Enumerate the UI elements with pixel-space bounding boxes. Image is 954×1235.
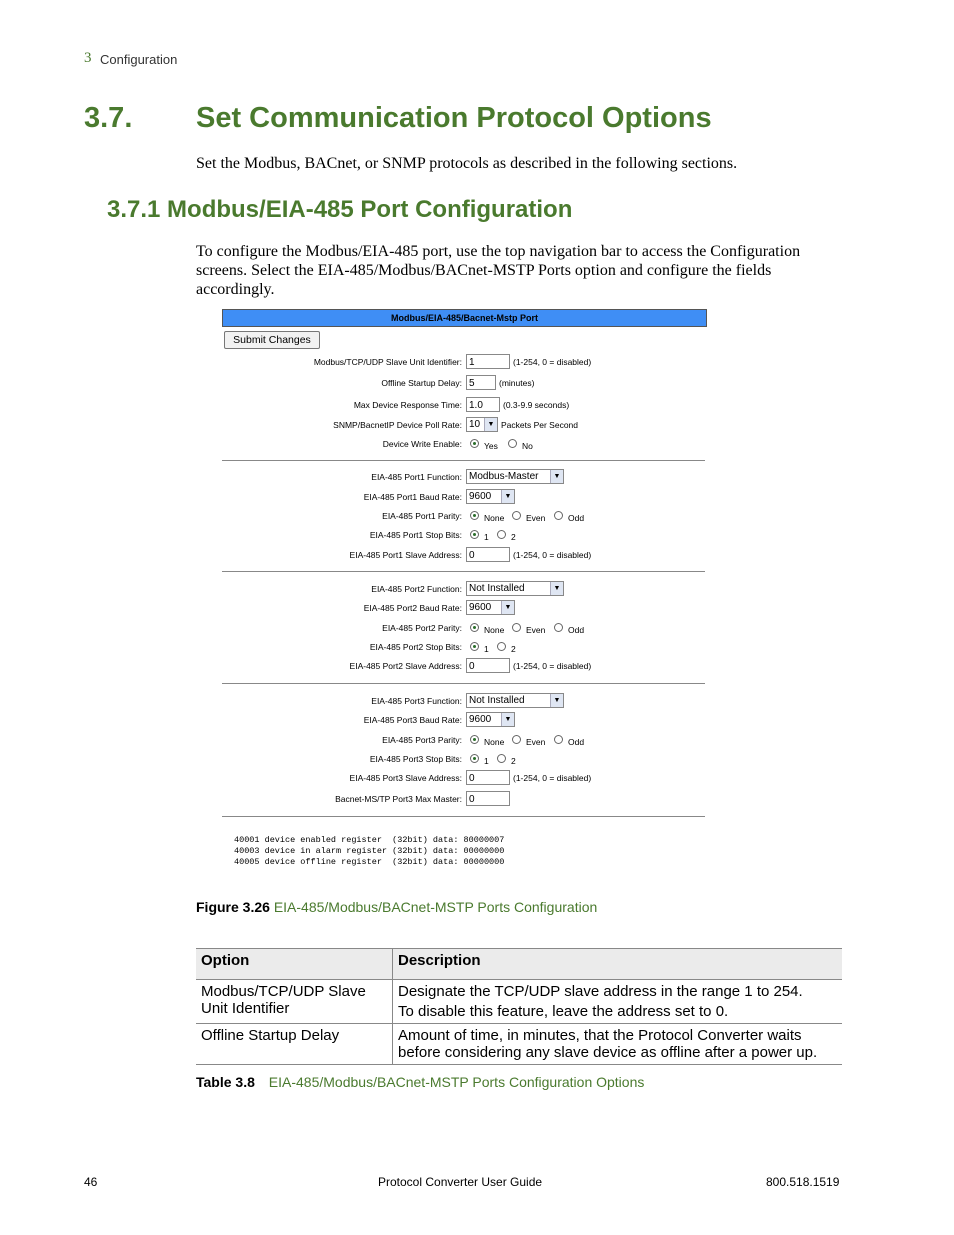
port3-parity-none-radio[interactable] <box>470 735 479 744</box>
stop-2-label: 2 <box>511 756 516 766</box>
port3-baud-label: EIA-485 Port3 Baud Rate: <box>363 715 462 725</box>
footer-phone: 800.518.1519 <box>766 1175 840 1189</box>
table-caption <box>196 1074 644 1090</box>
write-enable-yes-radio[interactable] <box>470 439 479 448</box>
write-enable-no-radio[interactable] <box>508 439 517 448</box>
port3-function-value: Not Installed <box>469 695 525 706</box>
parity-odd-label: Odd <box>568 625 585 635</box>
stop-2-label: 2 <box>511 644 516 654</box>
port2-baud-label: EIA-485 Port2 Baud Rate: <box>363 603 462 613</box>
port2-parity-even-radio[interactable] <box>512 623 521 632</box>
figure-caption-text: EIA-485/Modbus/BACnet-MSTP Ports Configuration <box>273 899 598 915</box>
register-line: 40005 device offline register (32bit) data: 00000000 <box>234 857 505 867</box>
port2-stop-label: EIA-485 Port2 Stop Bits: <box>369 642 462 652</box>
poll-rate-select[interactable] <box>466 417 498 432</box>
description-cell <box>393 980 843 1024</box>
parity-none-label: None <box>484 737 505 747</box>
port3-addr-input[interactable]: 0 <box>466 770 510 785</box>
port1-addr-label: EIA-485 Port1 Slave Address: <box>349 550 462 560</box>
stop-1-label: 1 <box>484 532 489 542</box>
chevron-down-icon: ▼ <box>501 601 514 614</box>
port3-stop-label: EIA-485 Port3 Stop Bits: <box>369 754 462 764</box>
port1-parity-label: EIA-485 Port1 Parity: <box>382 511 462 521</box>
subsection-title: 3.7.1 Modbus/EIA-485 Port Configuration <box>107 196 573 223</box>
parity-none-label: None <box>484 625 505 635</box>
chevron-down-icon: ▼ <box>484 418 497 431</box>
port3-maxmaster-label: Bacnet-MS/TP Port3 Max Master: <box>335 794 462 804</box>
parity-even-label: Even <box>526 737 546 747</box>
section-title: Set Communication Protocol Options <box>196 102 712 134</box>
write-enable-no-label: No <box>522 441 533 451</box>
port1-baud-value: 9600 <box>469 491 492 502</box>
port3-maxmaster-input[interactable]: 0 <box>466 791 510 806</box>
divider <box>222 683 705 684</box>
table-caption-text: EIA-485/Modbus/BACnet-MSTP Ports Configuration Options <box>268 1074 645 1090</box>
port3-stop-2-radio[interactable] <box>497 754 506 763</box>
config-titlebar: Modbus/EIA-485/Bacnet-Mstp Port <box>222 309 707 327</box>
port1-addr-hint: (1-254, 0 = disabled) <box>513 550 592 560</box>
port2-addr-input[interactable]: 0 <box>466 658 510 673</box>
port2-function-label: EIA-485 Port2 Function: <box>371 584 462 594</box>
port3-parity-label: EIA-485 Port3 Parity: <box>382 735 462 745</box>
config-screenshot <box>222 309 707 879</box>
description-line: To disable this feature, leave the address set to 0. <box>398 1003 729 1020</box>
port3-addr-hint: (1-254, 0 = disabled) <box>513 773 592 783</box>
chevron-down-icon: ▼ <box>550 470 563 483</box>
chapter-title: Configuration <box>100 52 178 67</box>
description-cell: Amount of time, in minutes, that the Protocol Converter waits before considering any slave device as offline after a power up. <box>393 1024 843 1065</box>
port1-addr-input[interactable]: 0 <box>466 547 510 562</box>
port1-stop-1-radio[interactable] <box>470 530 479 539</box>
figure-caption <box>196 899 597 915</box>
port3-parity-even-radio[interactable] <box>512 735 521 744</box>
divider <box>222 571 705 572</box>
submit-changes-button[interactable]: Submit Changes <box>224 331 320 349</box>
stop-1-label: 1 <box>484 644 489 654</box>
port3-function-label: EIA-485 Port3 Function: <box>371 696 462 706</box>
description-line: Designate the TCP/UDP slave address in the range 1 to 254. <box>398 983 803 1000</box>
port1-baud-select[interactable] <box>466 489 515 504</box>
table-header-row <box>196 949 842 980</box>
option-cell: Offline Startup Delay <box>196 1024 393 1065</box>
port2-addr-hint: (1-254, 0 = disabled) <box>513 661 592 671</box>
port1-baud-label: EIA-485 Port1 Baud Rate: <box>363 492 462 502</box>
chevron-down-icon: ▼ <box>550 582 563 595</box>
port1-parity-odd-radio[interactable] <box>554 511 563 520</box>
port1-stop-label: EIA-485 Port1 Stop Bits: <box>369 530 462 540</box>
port3-function-select[interactable] <box>466 693 564 708</box>
chevron-down-icon: ▼ <box>501 490 514 503</box>
table-row <box>196 980 842 1024</box>
max-response-label: Max Device Response Time: <box>353 400 462 410</box>
footer-title: Protocol Converter User Guide <box>378 1175 543 1189</box>
poll-rate-label: SNMP/BacnetIP Device Poll Rate: <box>333 420 462 430</box>
slave-id-input[interactable]: 1 <box>466 354 510 369</box>
port1-parity-even-radio[interactable] <box>512 511 521 520</box>
max-response-input[interactable]: 1.0 <box>466 397 500 412</box>
chevron-down-icon: ▼ <box>501 713 514 726</box>
divider <box>222 816 705 817</box>
startup-delay-input[interactable]: 5 <box>466 375 496 390</box>
port3-baud-value: 9600 <box>469 714 492 725</box>
parity-none-label: None <box>484 513 505 523</box>
stop-2-label: 2 <box>511 532 516 542</box>
port2-parity-none-radio[interactable] <box>470 623 479 632</box>
stop-1-label: 1 <box>484 756 489 766</box>
section-number: 3.7. <box>84 102 133 134</box>
register-line: 40001 device enabled register (32bit) data: 80000007 <box>234 835 505 845</box>
port2-stop-2-radio[interactable] <box>497 642 506 651</box>
table-row <box>196 1024 842 1065</box>
poll-rate-hint: Packets Per Second <box>501 420 579 430</box>
port1-stop-2-radio[interactable] <box>497 530 506 539</box>
port2-baud-value: 9600 <box>469 602 492 613</box>
port2-function-value: Not Installed <box>469 583 525 594</box>
slave-id-hint: (1-254, 0 = disabled) <box>513 357 592 367</box>
table-header: Option <box>196 949 393 980</box>
parity-odd-label: Odd <box>568 737 585 747</box>
subsection-paragraph: To configure the Modbus/EIA-485 port, use the top navigation bar to access the Configuration screens. Select the EIA-485/Modbus/BACnet-MSTP Ports option and configure the fields accordingly. <box>196 243 801 298</box>
poll-rate-value: 10 <box>469 419 481 430</box>
startup-delay-hint: (minutes) <box>499 378 535 388</box>
max-response-hint: (0.3-9.9 seconds) <box>503 400 570 410</box>
write-enable-yes-label: Yes <box>484 441 498 451</box>
options-table <box>196 948 842 1065</box>
port2-function-select[interactable] <box>466 581 564 596</box>
port3-baud-select[interactable] <box>466 712 515 727</box>
port2-parity-label: EIA-485 Port2 Parity: <box>382 623 462 633</box>
chapter-number: 3 <box>84 50 92 66</box>
port3-stop-1-radio[interactable] <box>470 754 479 763</box>
port1-function-label: EIA-485 Port1 Function: <box>371 472 462 482</box>
page-number: 46 <box>84 1175 98 1189</box>
port1-function-value: Modbus-Master <box>469 471 539 482</box>
parity-even-label: Even <box>526 513 546 523</box>
figure-label: Figure 3.26 <box>196 899 270 915</box>
startup-delay-label: Offline Startup Delay: <box>381 378 462 388</box>
table-header: Description <box>393 949 843 980</box>
parity-odd-label: Odd <box>568 513 585 523</box>
slave-id-label: Modbus/TCP/UDP Slave Unit Identifier: <box>313 357 462 367</box>
port1-function-select[interactable] <box>466 469 564 484</box>
port3-parity-odd-radio[interactable] <box>554 735 563 744</box>
parity-even-label: Even <box>526 625 546 635</box>
option-cell: Modbus/TCP/UDP Slave Unit Identifier <box>196 980 393 1024</box>
table-label: Table 3.8 <box>196 1074 255 1090</box>
port2-baud-select[interactable] <box>466 600 515 615</box>
port3-addr-label: EIA-485 Port3 Slave Address: <box>349 773 462 783</box>
port2-stop-1-radio[interactable] <box>470 642 479 651</box>
port1-parity-none-radio[interactable] <box>470 511 479 520</box>
port2-parity-odd-radio[interactable] <box>554 623 563 632</box>
write-enable-label: Device Write Enable: <box>382 439 462 449</box>
chevron-down-icon: ▼ <box>550 694 563 707</box>
register-line: 40003 device in alarm register (32bit) data: 00000000 <box>234 846 505 856</box>
port2-addr-label: EIA-485 Port2 Slave Address: <box>349 661 462 671</box>
divider <box>222 460 705 461</box>
section-intro: Set the Modbus, BACnet, or SNMP protocols as described in the following sections. <box>196 155 738 172</box>
